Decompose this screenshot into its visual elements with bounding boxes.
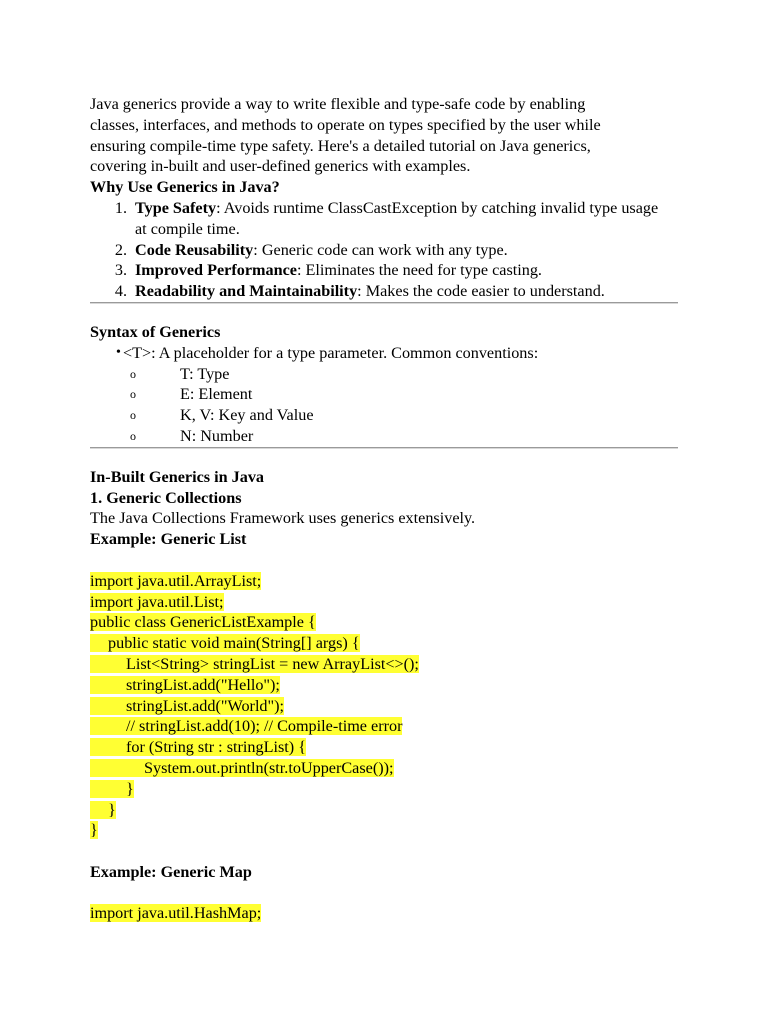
- code-line: }: [90, 801, 116, 819]
- bullet-text: <T>: A placeholder for a type parameter. Common conventions:: [123, 343, 539, 362]
- why-heading: Why Use Generics in Java?: [90, 178, 280, 197]
- circle-bullet-icon: o: [130, 366, 136, 381]
- sub-bullet-item: [90, 405, 680, 426]
- example-map-heading: Example: Generic Map: [90, 862, 252, 881]
- circle-bullet-icon: o: [130, 387, 136, 402]
- list-marker: 2.: [114, 240, 127, 259]
- list-desc: : Avoids runtime ClassCastException by catching invalid type usage at compile time.: [135, 198, 659, 238]
- inbuilt-text: The Java Collections Framework uses generics extensively.: [90, 509, 476, 528]
- list-desc: : Generic code can work with any type.: [253, 240, 508, 259]
- sub-bullet-text: K, V: Key and Value: [180, 406, 314, 425]
- code-block-map: [90, 903, 680, 924]
- bullet-item: [90, 343, 680, 364]
- sub-bullet-item: [90, 426, 680, 447]
- sub-bullet-text: N: Number: [180, 426, 254, 445]
- code-line: import java.util.HashMap;: [90, 904, 262, 923]
- list-marker: 4.: [114, 282, 127, 301]
- list-desc: : Eliminates the need for type casting.: [296, 261, 542, 280]
- document-page: [90, 94, 680, 924]
- circle-bullet-icon: o: [130, 408, 136, 423]
- code-line: stringList.add("World");: [90, 697, 284, 715]
- code-line: public class GenericListExample {: [90, 613, 316, 632]
- code-line: List<String> stringList = new ArrayList<>();: [90, 655, 419, 673]
- list-item: [90, 240, 680, 261]
- sub-bullet-text: T: Type: [180, 364, 230, 383]
- code-line: System.out.println(str.toUpperCase());: [90, 759, 394, 777]
- sub-bullet-item: [90, 364, 680, 385]
- code-line: for (String str : stringList) {: [90, 738, 306, 756]
- code-line: }: [90, 821, 98, 840]
- sub-bullet-item: [90, 384, 680, 405]
- list-item: [90, 198, 680, 240]
- code-block-list: [90, 571, 680, 841]
- why-list: [90, 198, 680, 302]
- intro-line: covering in-built and user-defined generics with examples.: [90, 157, 471, 176]
- intro-paragraph: [90, 94, 680, 177]
- code-line: import java.util.List;: [90, 592, 224, 611]
- code-line: }: [90, 780, 134, 798]
- list-item: [90, 260, 680, 281]
- syntax-heading: Syntax of Generics: [90, 322, 221, 341]
- list-term: Type Safety: [135, 198, 217, 217]
- code-line: stringList.add("Hello");: [90, 676, 280, 694]
- list-marker: 1.: [114, 198, 127, 217]
- list-term: Improved Performance: [135, 261, 297, 280]
- intro-line: ensuring compile-time type safety. Here's a detailed tutorial on Java generics,: [90, 136, 591, 155]
- inbuilt-subheading: 1. Generic Collections: [90, 488, 242, 507]
- example-list-heading: Example: Generic List: [90, 530, 247, 549]
- list-desc: : Makes the code easier to understand.: [357, 282, 605, 301]
- sub-bullet-text: E: Element: [180, 385, 253, 404]
- list-marker: 3.: [114, 261, 127, 280]
- code-line: import java.util.ArrayList;: [90, 571, 262, 590]
- list-item: [90, 281, 680, 302]
- list-term: Readability and Maintainability: [135, 282, 358, 301]
- list-term: Code Reusability: [135, 240, 254, 259]
- bullet-icon: •: [116, 344, 121, 360]
- intro-line: Java generics provide a way to write flexible and type-safe code by enabling: [90, 95, 586, 113]
- inbuilt-heading: In-Built Generics in Java: [90, 467, 265, 486]
- code-line: // stringList.add(10); // Compile-time error: [90, 717, 402, 735]
- circle-bullet-icon: o: [130, 428, 136, 443]
- intro-line: classes, interfaces, and methods to operate on types specified by the user while: [90, 115, 601, 134]
- code-line: public static void main(String[] args) {: [90, 634, 360, 652]
